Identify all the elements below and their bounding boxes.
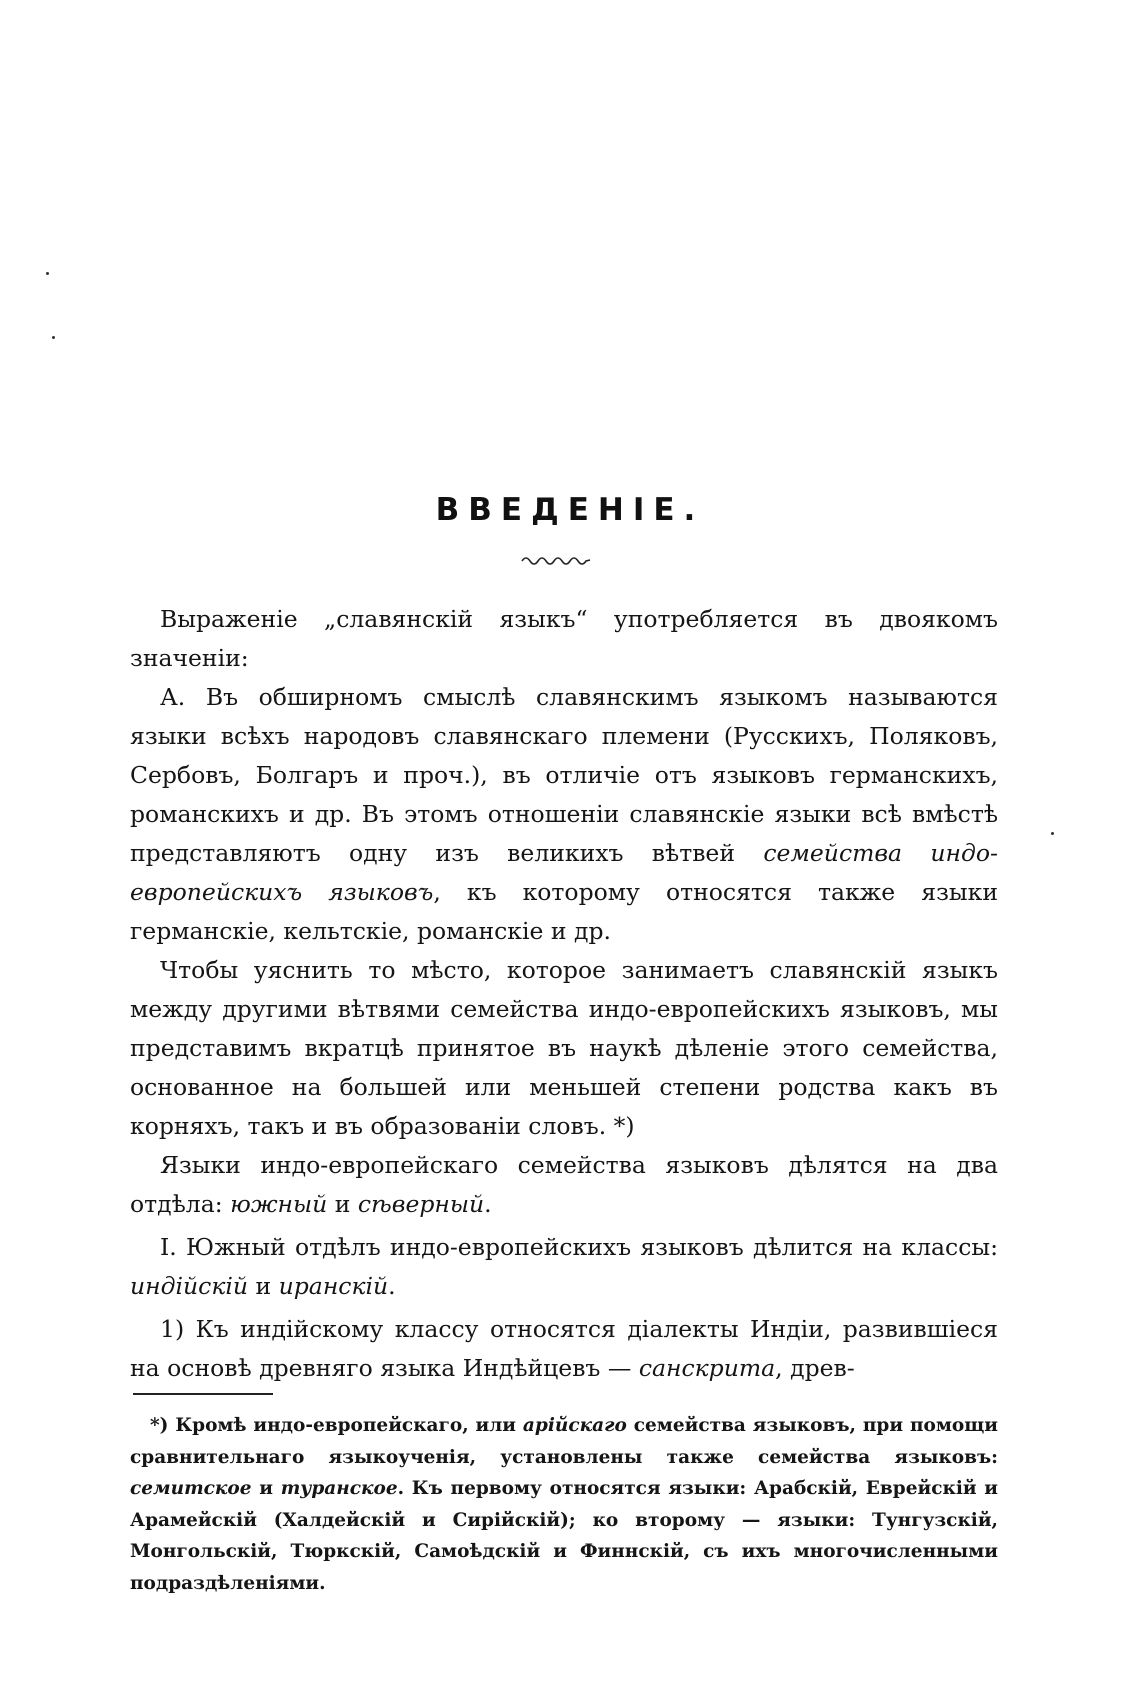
paragraph-classification: Чтобы уяснить то мѣсто, которое занимаетъ славянскій языкъ между другими вѣтвями семейства индо-европейскихъ языковъ, мы представимъ вкратцѣ принятое въ наукѣ дѣленіе этого семейства, основанное на большей или меньшей степени родства какъ въ корняхъ, такъ и въ образованіи словъ. *) [130,956,998,1140]
paragraph-southern-division: I. Южный отдѣлъ индо-европейскихъ языковъ дѣлится на классы: индійскій и иранскій. [130,1233,998,1300]
paragraph-intro: Выраженіе „славянскій языкъ“ употребляется въ двоякомъ значеніи: [130,605,998,672]
footnote-divider [133,1393,273,1395]
scan-speck [46,272,49,275]
main-text [130,600,998,1388]
scan-speck [52,336,55,339]
footnote-text: *) Кромѣ индо-европейскаго, или арійскаго семейства языковъ, при помощи сравнительнаго языкоученія, установлены также семейства языковъ: семитское и туранское. Къ первому относятся языки: Арабскій, Еврейскій и Арамейскій (Халдейскій и Сирійскій); ко второму — языки: Тунгузскій, Монгольскій, Тюркскій, Самоѣдскій и Финнскій, съ ихъ многочисленными подраздѣленіями. [130,1415,998,1594]
paragraph-broad-meaning: А. Въ обширномъ смыслѣ славянскимъ языкомъ называются языки всѣхъ народовъ славянскаго племени (Русскихъ, Поляковъ, Сербовъ, Болгаръ и проч.), въ отличіе отъ языковъ германскихъ, романскихъ и др. Въ этомъ отношеніи славянскіе языки всѣ вмѣстѣ представляютъ одну изъ великихъ вѣтвей семейства индо-европейскихъ языковъ, къ которому относятся также языки германскіе, кельтскіе, романскіе и др. [130,683,999,945]
paragraph-indian-class: 1) Къ индійскому классу относятся діалекты Индіи, развившіеся на основѣ древняго языка Индѣйцевъ — санскрита, древ- [130,1315,998,1382]
paragraph-two-divisions: Языки индо-европейскаго семейства языковъ дѣлятся на два отдѣла: южный и сѣверный. [130,1151,998,1218]
title-ornament [520,552,592,566]
scan-speck [1051,832,1054,835]
chapter-title: ВВЕДЕНІЕ. [435,492,705,528]
footnote [130,1410,998,1599]
